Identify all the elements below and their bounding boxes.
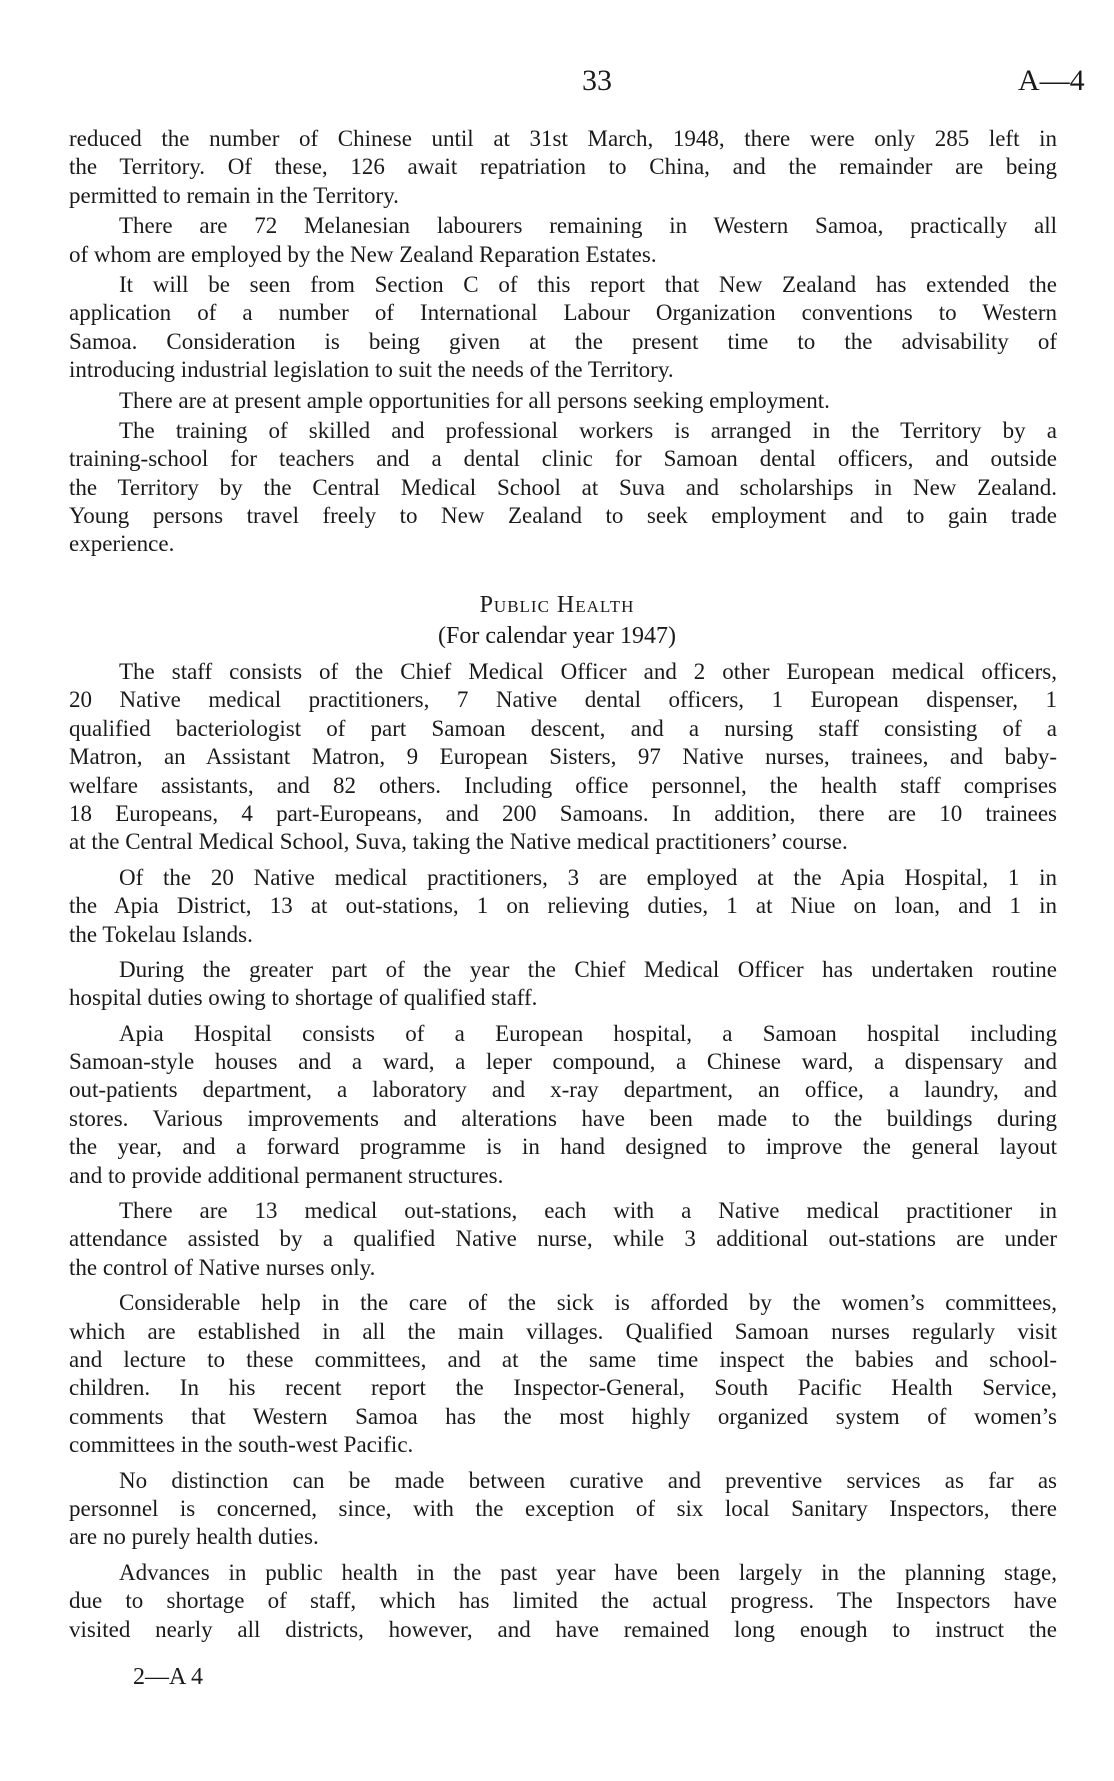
text-line: the control of Native nurses only. xyxy=(69,1254,376,1280)
text-line: 18 Europeans, 4 part-Europeans, and 200 Samoans. In addition, there are 10 trainees xyxy=(69,800,1057,826)
text-line: the Territory. Of these, 126 await repatriation to China, and the remainder are being xyxy=(69,154,1057,180)
text-line: welfare assistants, and 82 others. Including office personnel, the health staff comprises xyxy=(69,772,1057,798)
text-line: qualified bacteriologist of part Samoan descent, and a nursing staff consisting of a xyxy=(69,715,1057,741)
text-line: reduced the number of Chinese until at 31st March, 1948, there were only 285 left in xyxy=(69,126,1057,151)
paragraph xyxy=(69,1020,1057,1190)
text-line: hospital duties owing to shortage of qualified staff. xyxy=(69,985,538,1011)
text-line: During the greater part of the year the Chief Medical Officer has undertaken routine xyxy=(119,956,1057,982)
printer-signature: 2—A 4 xyxy=(133,1664,204,1690)
page-number: 33 xyxy=(582,64,612,97)
paragraph xyxy=(69,658,1057,857)
text-line: There are 13 medical out-stations, each with a Native medical practitioner in xyxy=(119,1198,1057,1224)
text-line: due to shortage of staff, which has limited the actual progress. The Inspectors have xyxy=(69,1588,1057,1614)
text-line: committees in the south-west Pacific. xyxy=(69,1432,414,1458)
text-line: comments that Western Samoa has the most highly organized system of women’s xyxy=(69,1403,1057,1429)
text-line: 20 Native medical practitioners, 7 Native dental officers, 1 European dispenser, 1 xyxy=(69,687,1057,713)
text-line: The staff consists of the Chief Medical Officer and 2 other European medical officers, xyxy=(119,659,1057,684)
text-line: Samoan-style houses and a ward, a leper compound, a Chinese ward, a dispensary and xyxy=(69,1049,1057,1075)
section-heading: Public Health xyxy=(479,592,635,618)
document-reference: A—4 xyxy=(1018,64,1085,97)
text-line: application of a number of International Labour Organization conventions to Western xyxy=(69,300,1057,326)
text-line: Matron, an Assistant Matron, 9 European Sisters, 97 Native nurses, trainees, and baby- xyxy=(69,744,1057,770)
text-line: introducing industrial legislation to suit the needs of the Territory. xyxy=(69,357,674,383)
text-line: The training of skilled and professional workers is arranged in the Territory by a xyxy=(119,417,1057,443)
paragraph xyxy=(69,1197,1057,1282)
text-line: the year, and a forward programme is in hand designed to improve the general layout xyxy=(69,1134,1057,1160)
text-line: Advances in public health in the past year have been largely in the planning stage, xyxy=(119,1559,1057,1585)
section-public-health xyxy=(69,658,1057,1644)
paragraph xyxy=(69,1467,1057,1552)
text-line: Considerable help in the care of the sick is afforded by the women’s committees, xyxy=(119,1290,1057,1316)
text-line: training-school for teachers and a dental clinic for Samoan dental officers, and outside xyxy=(69,446,1057,472)
text-line: which are established in all the main villages. Qualified Samoan nurses regularly visit xyxy=(69,1318,1057,1344)
paragraph xyxy=(69,387,1057,415)
text-line: There are 72 Melanesian labourers remaining in Western Samoa, practically all xyxy=(119,213,1057,239)
text-line: Of the 20 Native medical practitioners, 3 are employed at the Apia Hospital, 1 in xyxy=(119,864,1057,890)
text-line: the Territory by the Central Medical School at Suva and scholarships in New Zealand. xyxy=(69,474,1057,500)
text-line: Samoa. Consideration is being given at the present time to the advisability of xyxy=(69,328,1057,354)
text-line: the Tokelau Islands. xyxy=(69,921,253,947)
text-line: and lecture to these committees, and at the same time inspect the babies and school- xyxy=(69,1346,1057,1372)
text-line: permitted to remain in the Territory. xyxy=(69,182,399,208)
text-line: children. In his recent report the Inspector-General, South Pacific Health Service, xyxy=(69,1375,1057,1401)
section-subheading: (For calendar year 1947) xyxy=(438,623,676,649)
paragraph xyxy=(69,125,1057,210)
paragraph xyxy=(69,864,1057,949)
text-line: No distinction can be made between curative and preventive services as far as xyxy=(119,1467,1057,1493)
paragraph xyxy=(69,212,1057,269)
text-line: personnel is concerned, since, with the exception of six local Sanitary Inspectors, there xyxy=(69,1495,1057,1521)
text-line: It will be seen from Section C of this report that New Zealand has extended the xyxy=(119,271,1057,297)
text-line: visited nearly all districts, however, and have remained long enough to instruct the xyxy=(69,1616,1057,1642)
text-line: the Apia District, 13 at out-stations, 1 on relieving duties, 1 at Niue on loan, and 1 in xyxy=(69,893,1057,919)
text-line: Young persons travel freely to New Zealand to seek employment and to gain trade xyxy=(69,503,1057,529)
text-line: There are at present ample opportunities for all persons seeking employment. xyxy=(119,387,830,413)
section-employment xyxy=(69,125,1057,559)
paragraph xyxy=(69,417,1057,559)
text-line: Apia Hospital consists of a European hospital, a Samoan hospital including xyxy=(119,1020,1057,1046)
text-line: attendance assisted by a qualified Native nurse, while 3 additional out-stations are under xyxy=(69,1226,1057,1252)
text-line: are no purely health duties. xyxy=(69,1524,319,1550)
paragraph xyxy=(69,1559,1057,1644)
text-line: out-patients department, a laboratory and x-ray department, an office, a laundry, and xyxy=(69,1077,1057,1103)
text-line: at the Central Medical School, Suva, taking the Native medical practitioners’ course. xyxy=(69,829,848,855)
text-line: stores. Various improvements and alterations have been made to the buildings during xyxy=(69,1105,1057,1131)
text-line: experience. xyxy=(69,531,175,557)
text-line: and to provide additional permanent structures. xyxy=(69,1162,504,1188)
paragraph xyxy=(69,956,1057,1013)
paragraph xyxy=(69,271,1057,385)
paragraph xyxy=(69,1289,1057,1459)
text-line: of whom are employed by the New Zealand Reparation Estates. xyxy=(69,241,657,267)
